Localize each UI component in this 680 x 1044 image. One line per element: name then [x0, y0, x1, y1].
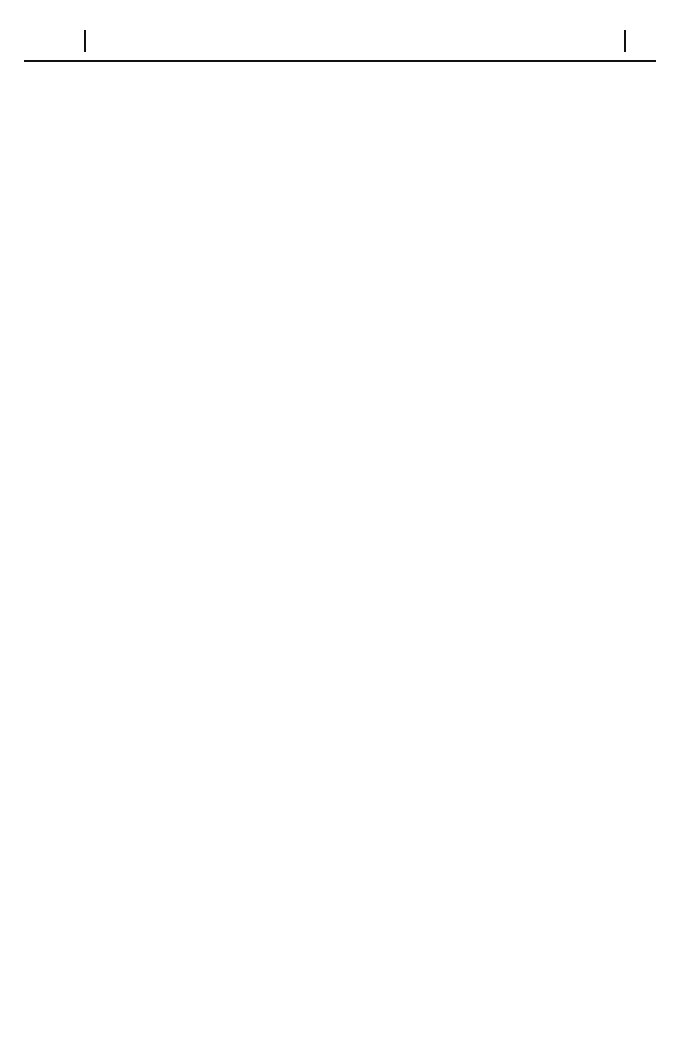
masthead-divider: [624, 30, 626, 52]
header-rule: [24, 60, 656, 62]
masthead: [0, 0, 680, 62]
masthead-divider: [84, 30, 86, 52]
